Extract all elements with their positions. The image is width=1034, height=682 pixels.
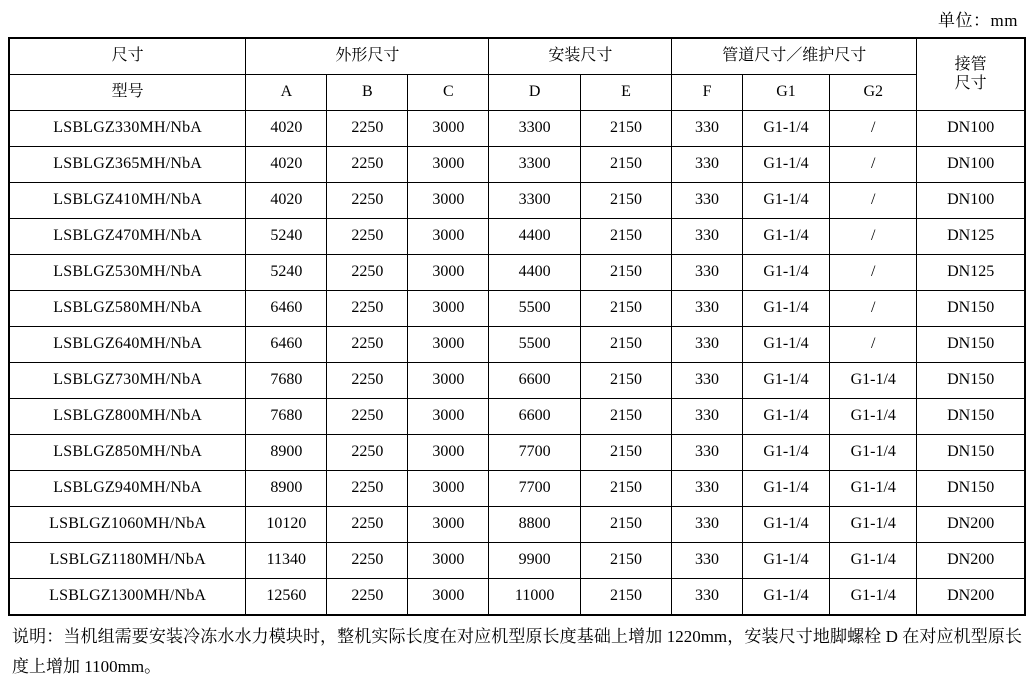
cell-C: 3000 [408,255,489,291]
cell-A: 5240 [246,219,327,255]
cell-A: 7680 [246,363,327,399]
cell-DN: DN100 [917,111,1025,147]
table-row [9,471,1025,507]
cell-F: 330 [672,183,743,219]
header-col-E: E [580,75,671,111]
cell-E: 2150 [580,363,671,399]
cell-E: 2150 [580,327,671,363]
cell-E: 2150 [580,291,671,327]
table-row [9,111,1025,147]
cell-D: 4400 [489,255,580,291]
cell-D: 3300 [489,183,580,219]
header-connection-line2: 尺寸 [954,74,987,92]
cell-G1: G1-1/4 [742,363,829,399]
cell-F: 330 [672,399,743,435]
cell-G2: / [830,111,917,147]
cell-C: 3000 [408,471,489,507]
cell-C: 3000 [408,435,489,471]
cell-C: 3000 [408,543,489,579]
cell-D: 5500 [489,291,580,327]
cell-E: 2150 [580,111,671,147]
table-header [9,38,1025,111]
cell-model: LSBLGZ330MH/NbA [9,111,246,147]
cell-G2: G1-1/4 [830,399,917,435]
cell-F: 330 [672,579,743,616]
cell-A: 10120 [246,507,327,543]
cell-F: 330 [672,471,743,507]
cell-DN: DN200 [917,543,1025,579]
cell-model: LSBLGZ410MH/NbA [9,183,246,219]
table-row [9,399,1025,435]
cell-G1: G1-1/4 [742,219,829,255]
table-row [9,363,1025,399]
table-row [9,219,1025,255]
cell-G1: G1-1/4 [742,291,829,327]
header-col-A: A [246,75,327,111]
cell-C: 3000 [408,183,489,219]
header-pipe-maintenance-dimensions: 管道尺寸／维护尺寸 [672,38,917,75]
table-row [9,543,1025,579]
cell-F: 330 [672,111,743,147]
cell-G1: G1-1/4 [742,183,829,219]
cell-model: LSBLGZ365MH/NbA [9,147,246,183]
cell-model: LSBLGZ470MH/NbA [9,219,246,255]
footnote: 说明：当机组需要安装冷冻水水力模块时，整机实际长度在对应机型原长度基础上增加 1220mm，安装尺寸地脚螺栓 D 在对应机型原长度上增加 1100mm。 [12,627,1022,676]
cell-D: 6600 [489,363,580,399]
cell-G1: G1-1/4 [742,399,829,435]
cell-G2: / [830,255,917,291]
cell-E: 2150 [580,579,671,616]
cell-B: 2250 [327,435,408,471]
cell-B: 2250 [327,579,408,616]
header-col-C: C [408,75,489,111]
cell-DN: DN150 [917,291,1025,327]
cell-D: 5500 [489,327,580,363]
cell-C: 3000 [408,399,489,435]
table-row [9,507,1025,543]
cell-G1: G1-1/4 [742,147,829,183]
cell-C: 3000 [408,147,489,183]
cell-F: 330 [672,147,743,183]
cell-C: 3000 [408,111,489,147]
header-col-B: B [327,75,408,111]
table-row [9,435,1025,471]
header-dimension-label: 尺寸 [9,38,246,75]
cell-A: 8900 [246,435,327,471]
cell-DN: DN200 [917,579,1025,616]
cell-G1: G1-1/4 [742,435,829,471]
cell-E: 2150 [580,471,671,507]
table-row [9,255,1025,291]
cell-D: 4400 [489,219,580,255]
header-outer-dimensions: 外形尺寸 [246,38,489,75]
cell-B: 2250 [327,147,408,183]
cell-E: 2150 [580,219,671,255]
table-row [9,327,1025,363]
cell-B: 2250 [327,507,408,543]
cell-G2: G1-1/4 [830,579,917,616]
cell-B: 2250 [327,327,408,363]
cell-C: 3000 [408,579,489,616]
header-model-label: 型号 [9,75,246,111]
cell-G1: G1-1/4 [742,579,829,616]
cell-A: 12560 [246,579,327,616]
cell-G2: / [830,327,917,363]
cell-D: 7700 [489,435,580,471]
cell-A: 4020 [246,111,327,147]
cell-DN: DN150 [917,363,1025,399]
cell-B: 2250 [327,363,408,399]
cell-C: 3000 [408,507,489,543]
cell-G2: / [830,147,917,183]
cell-model: LSBLGZ940MH/NbA [9,471,246,507]
header-connection-size [917,38,1025,111]
cell-B: 2250 [327,543,408,579]
cell-D: 7700 [489,471,580,507]
cell-DN: DN200 [917,507,1025,543]
cell-model: LSBLGZ1180MH/NbA [9,543,246,579]
cell-B: 2250 [327,291,408,327]
table-row [9,183,1025,219]
cell-G1: G1-1/4 [742,255,829,291]
cell-G2: G1-1/4 [830,507,917,543]
header-col-G1: G1 [742,75,829,111]
cell-model: LSBLGZ800MH/NbA [9,399,246,435]
cell-C: 3000 [408,291,489,327]
cell-G1: G1-1/4 [742,327,829,363]
cell-B: 2250 [327,111,408,147]
cell-DN: DN100 [917,147,1025,183]
cell-B: 2250 [327,471,408,507]
cell-model: LSBLGZ640MH/NbA [9,327,246,363]
cell-F: 330 [672,435,743,471]
cell-A: 11340 [246,543,327,579]
cell-G2: / [830,183,917,219]
header-install-dimensions: 安装尺寸 [489,38,672,75]
cell-E: 2150 [580,399,671,435]
cell-A: 4020 [246,147,327,183]
cell-A: 8900 [246,471,327,507]
cell-E: 2150 [580,543,671,579]
cell-DN: DN125 [917,219,1025,255]
cell-C: 3000 [408,219,489,255]
cell-G1: G1-1/4 [742,471,829,507]
cell-model: LSBLGZ580MH/NbA [9,291,246,327]
cell-C: 3000 [408,363,489,399]
cell-model: LSBLGZ530MH/NbA [9,255,246,291]
cell-G2: G1-1/4 [830,435,917,471]
cell-F: 330 [672,363,743,399]
cell-G1: G1-1/4 [742,507,829,543]
cell-E: 2150 [580,507,671,543]
cell-A: 6460 [246,291,327,327]
cell-B: 2250 [327,219,408,255]
unit-note: 单位：mm [938,11,1018,30]
table-body [9,111,1025,616]
cell-F: 330 [672,291,743,327]
cell-DN: DN150 [917,327,1025,363]
cell-G1: G1-1/4 [742,111,829,147]
cell-D: 11000 [489,579,580,616]
cell-F: 330 [672,507,743,543]
header-col-G2: G2 [830,75,917,111]
cell-E: 2150 [580,255,671,291]
cell-E: 2150 [580,147,671,183]
cell-DN: DN125 [917,255,1025,291]
table-row [9,147,1025,183]
cell-C: 3000 [408,327,489,363]
cell-DN: DN150 [917,471,1025,507]
cell-A: 7680 [246,399,327,435]
cell-E: 2150 [580,183,671,219]
cell-D: 9900 [489,543,580,579]
cell-F: 330 [672,327,743,363]
cell-G1: G1-1/4 [742,543,829,579]
cell-A: 5240 [246,255,327,291]
dimension-table [8,37,1026,616]
cell-A: 6460 [246,327,327,363]
cell-B: 2250 [327,183,408,219]
header-row-groups [9,38,1025,75]
cell-F: 330 [672,219,743,255]
cell-D: 3300 [489,147,580,183]
cell-G2: G1-1/4 [830,471,917,507]
cell-G2: G1-1/4 [830,363,917,399]
cell-F: 330 [672,543,743,579]
cell-DN: DN150 [917,435,1025,471]
cell-DN: DN100 [917,183,1025,219]
cell-B: 2250 [327,255,408,291]
header-col-D: D [489,75,580,111]
cell-A: 4020 [246,183,327,219]
cell-D: 6600 [489,399,580,435]
table-row [9,291,1025,327]
cell-G2: G1-1/4 [830,543,917,579]
cell-E: 2150 [580,435,671,471]
cell-model: LSBLGZ1060MH/NbA [9,507,246,543]
cell-B: 2250 [327,399,408,435]
cell-G2: / [830,291,917,327]
cell-D: 3300 [489,111,580,147]
header-col-F: F [672,75,743,111]
cell-model: LSBLGZ850MH/NbA [9,435,246,471]
header-connection-line1: 接管 [954,56,987,74]
cell-model: LSBLGZ730MH/NbA [9,363,246,399]
header-row-columns [9,75,1025,111]
cell-G2: / [830,219,917,255]
cell-F: 330 [672,255,743,291]
cell-DN: DN150 [917,399,1025,435]
table-row [9,579,1025,616]
cell-D: 8800 [489,507,580,543]
cell-model: LSBLGZ1300MH/NbA [9,579,246,616]
